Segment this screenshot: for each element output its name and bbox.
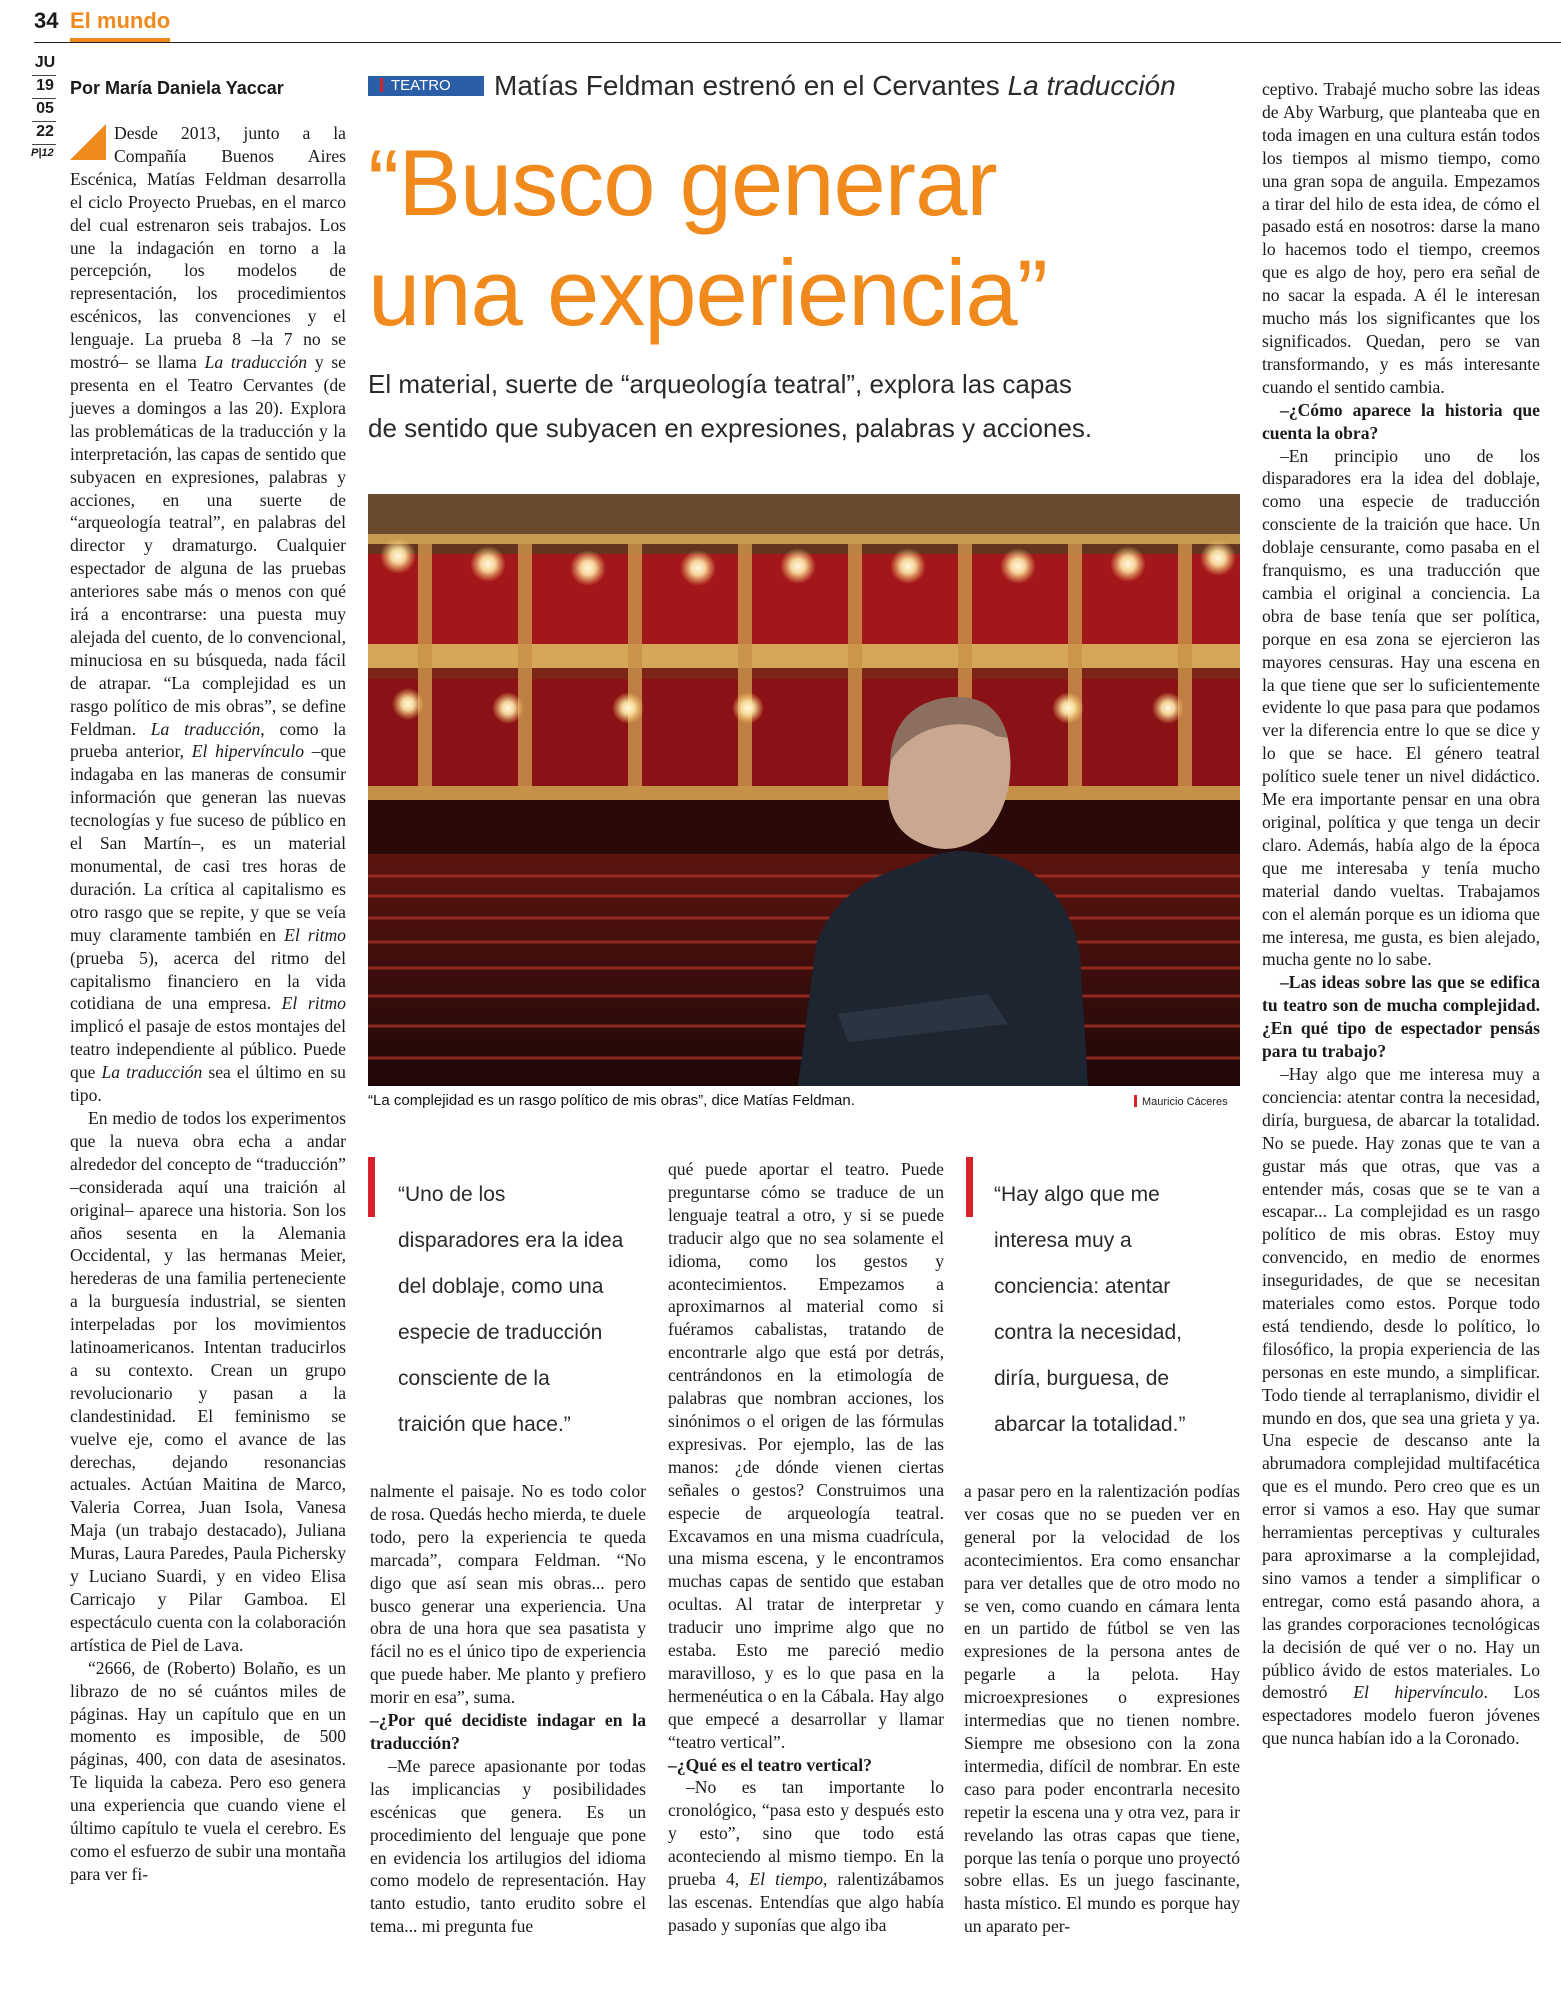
paragraph: –Hay algo que me interesa muy a conciencia: atentar contra la necesidad, diría, burguesa, de abarcar la totalidad. No se puede. Hay zonas que te van a gustar más que otras, que vas a entender más, cosas que se te van a escapar... La complejidad es un rasgo político de mis obras. Estoy muy convencido, en medio de enormes inseguridades, de que se necesitan materiales como estos. Porque todo está tendiendo, desde lo político, lo filosófico, la propia experiencia de las personas en este mundo, a simplificar. Todo tiende al terraplanismo, dividir el mundo en dos, que sea una grieta y ya. Una especie de descanso ante la abrumadora complejidad multifacética que es el mundo. Pero creo que es un error si vamos a eso. Hay que sumar herramientas perceptivas y culturales para aproximarse a la complejidad, sino vamos a tender a simplificar o entregar, como está pasando ahora, a las grandes corporaciones tecnológicas la decisión de qué ver o no. Hay un público ávido de estos materiales. Lo demostró El hipervínculo. Los espectadores modelo fueron jóvenes que nunca habían ido a la Coronado.	[1262, 1063, 1540, 1749]
paragraph: “2666, de (Roberto) Bolaño, es un librazo de no sé cuántos miles de páginas. Hay un capítulo que en un momento es imposible, de 500 páginas, 400, con data de asesinatos. Te liquida la cabeza. Pero eso genera una experiencia que cuando viene el último capítulo te vuela el cerebro. Es como el esfuerzo de subir una montaña para ver fi-	[70, 1657, 346, 1884]
byline: Por María Daniela Yaccar	[70, 78, 284, 98]
pullquote-bar	[966, 1157, 973, 1217]
paragraph: qué puede aportar el teatro. Puede preguntarse cómo se traduce de un lenguaje teatral a otro, y si se puede traducir algo que no sea solamente el idioma, como los gestos y acontecimientos. Empezamos a aproximarnos al material como si fuéramos cabalistas, tratando de encontrarle algo que está por detrás, centrándonos en la etimología de palabras que nombran acciones, los sinónimos o el origen de las fórmulas expresivas. Por ejemplo, las de las manos: ¿de dónde vienen ciertas señales o gestos? Construimos una especie de arqueología teatral. Excavamos en una misma cuadrícula, una misma escena, y le encontramos muchas capas de sentido que estaban ocultas. Al tratar de interpretar y traducir uno imprime algo que no estaba. Esto me pareció medio maravilloso, y es lo que pasa en la hermenéutica o en la Cábala. Hay algo que empecé a desarrollar y llamar “teatro vertical”.	[668, 1159, 944, 1752]
interview-question: –¿Qué es el teatro vertical?	[668, 1754, 872, 1775]
photo-caption: “La complejidad es un rasgo político de mis obras”, dice Matías Feldman.	[368, 1092, 855, 1109]
pullquote-bar	[368, 1157, 375, 1217]
section-title[interactable]: El mundo	[70, 8, 171, 33]
pullquote-1: “Uno de los disparadores era la idea del doblaje, como una especie de traducción consciente de la traición que hace.”	[398, 1183, 624, 1436]
newspaper-logo: P|12	[31, 147, 54, 159]
tag-mark-icon	[380, 78, 383, 92]
paragraph: ceptivo. Trabajé mucho sobre las ideas de Aby Warburg, que planteaba que en toda imagen en una cultura están todos los tiempos al mismo tiempo, como una gran sopa de anguila. Empezamos a tirar del hilo de esta idea, de cómo el pasado está en nosotros: darse la mano lo hacemos todo el tiempo, creemos que es algo de hoy, pero era señal de no sacar la espada. A él le interesan mucho más los significantes que los significados. Quedan, pero se van transformando, y es más interesante cuando el sentido cambia.	[1262, 79, 1540, 397]
section-tag[interactable]: TEATRO	[368, 76, 484, 96]
interview-question: –¿Cómo aparece la historia que cuenta la obra?	[1262, 399, 1540, 443]
article-column-1	[70, 122, 346, 1886]
headline	[368, 128, 1047, 348]
paragraph: En medio de todos los experimentos que la nueva obra echa a andar alrededor del concepto de “traducción” –considerada aquí una traición al original– aparece una historia. Son los años sesenta en la Alemania Occidental, y las hermanas Meier, herederas de una familia perteneciente a la burguesía industrial, se sienten interpeladas por los movimientos latinoamericanos. Intentan traducirlos a su contexto. Crean un grupo revolucionario y pasan a la clandestinidad. El feminismo se vuelve eje, como el avance de las derechas, dejando resonancias actuales. Actúan Maitina de Marco, Valeria Correa, Juan Isola, Vanesa Maja (un trabajo destacado), Juliana Muras, Laura Paredes, Paula Pichersky y Luciano Suardi, y en video Elisa Carricajo y Pilar Gamboa. El espectáculo cuenta con la colaboración artística de Piel de Lava.	[70, 1107, 346, 1655]
credit-mark-icon	[1134, 1095, 1137, 1107]
headline-line: una experiencia”	[368, 240, 1047, 345]
kicker: Matías Feldman estrenó en el Cervantes La traducción	[494, 70, 1176, 101]
page-number: 34	[34, 8, 59, 33]
drop-mark-icon	[70, 124, 106, 160]
pullquote-2: “Hay algo que me interesa muy a conciencia: atentar contra la necesidad, diría, burguesa, de abarcar la totalidad.”	[994, 1183, 1186, 1436]
interview-question: –Las ideas sobre las que se edifica tu teatro son de mucha complejidad. ¿En qué tipo de espectador pensás para tu trabajo?	[1262, 972, 1540, 1062]
subheadline: El material, suerte de “arqueología teatral”, explora las capas de sentido que subyacen en expresiones, palabras y acciones.	[368, 369, 1093, 443]
headline-line: “Busco generar	[368, 130, 997, 235]
date-weekday: JU	[34, 54, 56, 71]
paragraph: a pasar pero en la ralentización podías ver cosas que no se pueden ver en general por la velocidad de los acontecimientos. Era como ensanchar para ver detalles que de otro modo no se ven, como cuando en cámara lenta en un partido de fútbol se ven las expresiones de la persona antes de pegarle a la pelota. Hay microexpresiones o expresiones intermedias que no tienen nombre. Siempre me obsesiono con la zona intermedia, difícil de nombrar. En este caso para poder encontrarla necesito repetir la escena una y otra vez, para ir revelando las otras capas que tiene, porque las tenía o porque uno proyectó sobre ellas. Es un juego fascinante, hasta místico. El mundo es porque hay un aparato per-	[964, 1481, 1240, 1937]
paragraph: nalmente el paisaje. No es todo color de rosa. Quedás hecho mierda, te duele todo, pero la experiencia te queda marcada”, compara Feldman. “No digo que así sean mis obras... pero busco generar una experiencia. Una obra de una hora que sea pasatista y fácil no es el único tipo de experiencia que puede haber. Me planto y prefiero morir en esa”, suma.	[370, 1481, 646, 1708]
paragraph: Desde 2013, junto a la Compañía Buenos Aires Escénica, Matías Feldman desarrolla el ciclo Proyecto Pruebas, en el marco del cual estrenaron seis trabajos. Los une la indagación en torno a la percepción, los modelos de representación, los procedimientos escénicos, las convenciones y el lenguaje. La prueba 8 –la 7 no se mostró– se llama La traducción y se presenta en el Teatro Cervantes (de jueves a domingos a las 20). Explora las problemáticas de la traducción y la interpretación, las capas de sentido que subyacen en expresiones, palabras y acciones, en una suerte de “arqueología teatral”, en palabras del director y dramaturgo. Cualquier espectador de alguna de las pruebas anteriores sabe más o menos con qué irá a encontrarse: una puesta muy alejada del cuento, de lo convencional, minuciosa en su búsqueda, nada fácil de atrapar. “La complejidad es un rasgo político de mis obras”, se define Feldman. La traducción, como la prueba anterior, El hipervínculo –que indagaba en las maneras de consumir información que generan las nuevas tecnologías y fue suceso de público en el San Martín–, es un material monumental, de casi tres horas de duración. La crítica al capitalismo es otro rasgo que se repite, y que se veía muy claramente también en El ritmo (prueba 5), acerca del ritmo del capitalismo financiero en la vida cotidiana de una empresa. El ritmo implicó el pasaje de estos montajes del teatro independiente al público. Puede que La traducción sea el último en su tipo.	[70, 123, 346, 1106]
theater-photo-illustration	[368, 494, 1240, 1086]
interview-question: –¿Por qué decidiste indagar en la traducción?	[370, 1710, 646, 1753]
article-photo[interactable]	[368, 494, 1240, 1086]
article-column-4	[964, 1480, 1240, 1938]
date-year: 22	[36, 123, 54, 140]
article-column-2	[370, 1480, 646, 1938]
paragraph: –Me parece apasionante por todas las implicancias y posibilidades escénicas que genera. Es un procedimiento del lenguaje que pone en evidencia los artilugios del idioma como modelo de representación. Hay tanto estudio, tanto erudito sobre el tema... mi pregunta fue	[370, 1755, 646, 1937]
date-divider	[32, 121, 56, 122]
paragraph: –No es tan importante lo cronológico, “pasa esto y después esto y esto”, sino que todo está aconteciendo al mismo tiempo. En la prueba 4, El tiempo, ralentizábamos las escenas. Entendías que algo había pasado y suponías que algo iba	[668, 1777, 944, 1935]
date-month: 05	[36, 100, 54, 117]
article-column-3	[668, 1158, 944, 1937]
date-divider	[32, 98, 56, 99]
article-column-5	[1262, 78, 1540, 1750]
header-rule	[34, 42, 1561, 43]
date-day: 19	[36, 77, 54, 94]
paragraph: –En principio uno de los disparadores era la idea del doblaje, como una especie de traducción consciente de la traición que hace. Un doblaje censurante, como pasaba en el franquismo, es una traducción que cambia el original a conciencia. La obra de base tenía que ser política, porque en esa zona se ejercieron las mayores censuras. Hay una escena en la que tiene que ser lo suficientemente evidente lo que pasa para que podamos ver la diferencia entre lo que se dice y lo que se hace. El género teatral político suele tener un nivel didáctico. Me era importante pensar en una obra original, política y que tenga un decir claro. Además, había algo de la época que me interesaba y tenía mucho material dando vueltas. Trabajamos con el alemán porque es un idioma que me interesa, me gusta, es bien alejado, mucha gente no lo sabe.	[1262, 445, 1540, 970]
date-divider	[32, 75, 56, 76]
photo-credit: Mauricio Cáceres	[1134, 1095, 1228, 1108]
date-divider	[32, 144, 56, 145]
